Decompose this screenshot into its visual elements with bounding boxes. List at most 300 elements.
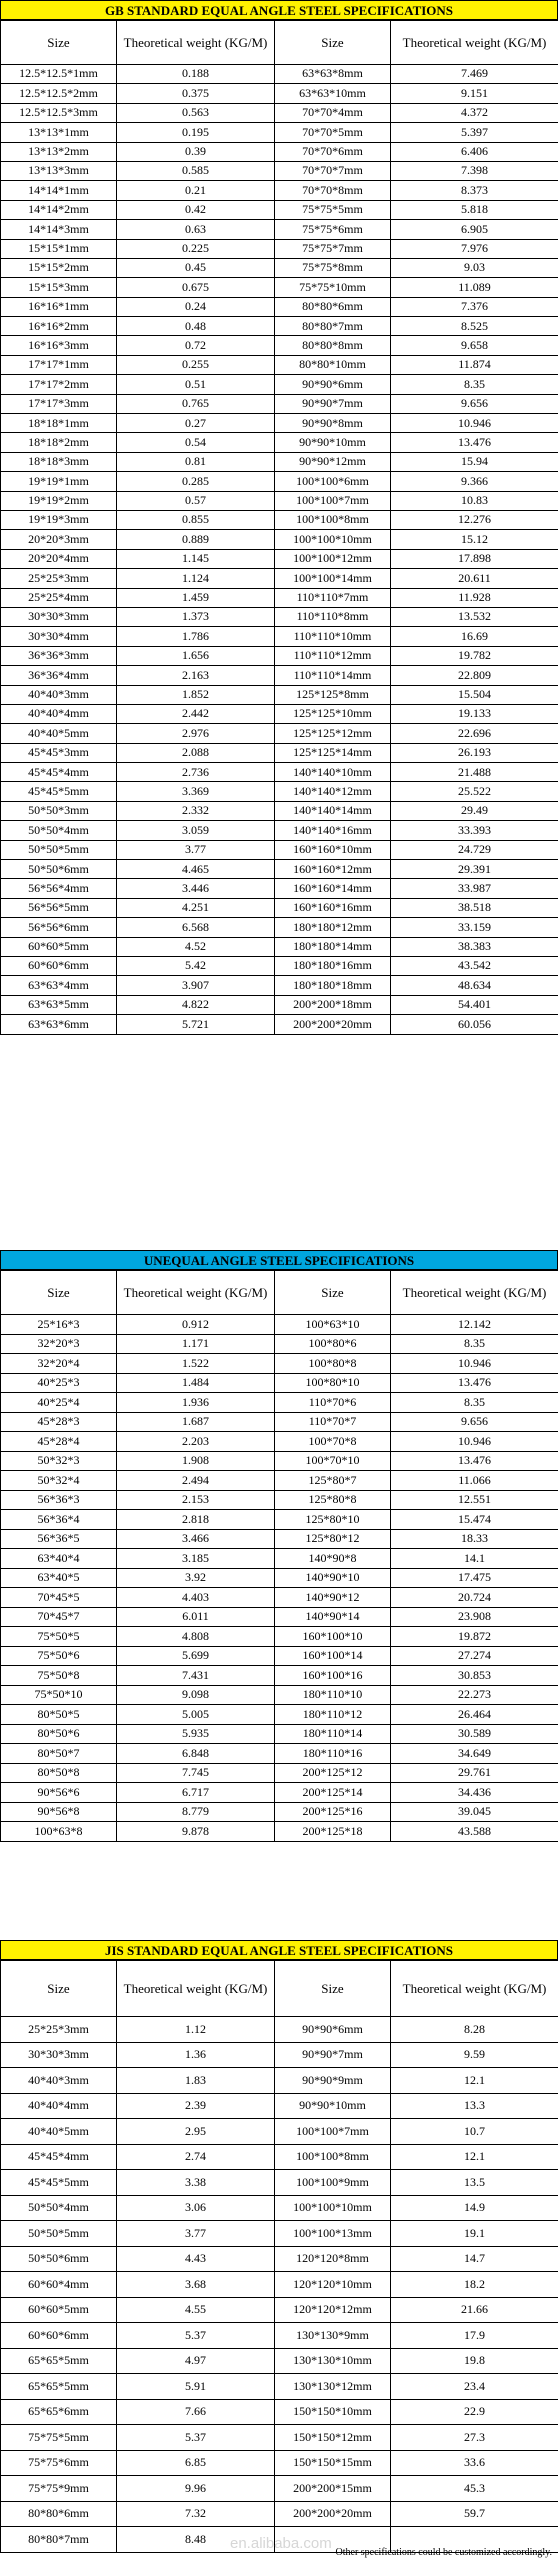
table-row (1, 685, 558, 704)
cell-size: 16*16*3mm (1, 336, 117, 355)
cell-size: 130*130*12mm (275, 2374, 391, 2400)
cell-weight: 7.976 (391, 239, 558, 258)
cell-weight: 1.522 (117, 1354, 275, 1374)
cell-size: 110*110*10mm (275, 627, 391, 646)
cell-weight: 8.373 (391, 181, 558, 200)
cell-size: 110*70*6 (275, 1393, 391, 1413)
cell-weight: 13.476 (391, 1451, 558, 1471)
cell-weight: 2.153 (117, 1490, 275, 1510)
cell-weight: 12.1 (391, 2068, 558, 2094)
gb-section-title: GB STANDARD EQUAL ANGLE STEEL SPECIFICATIONS (0, 0, 558, 20)
cell-size: 100*70*8 (275, 1432, 391, 1452)
cell-size: 100*70*10 (275, 1451, 391, 1471)
cell-weight: 3.059 (117, 821, 275, 840)
table-row (1, 1802, 558, 1822)
cell-weight: 29.49 (391, 801, 558, 820)
cell-weight: 1.12 (117, 2017, 275, 2043)
table-row (1, 879, 558, 898)
cell-size: 50*50*6mm (1, 860, 117, 879)
cell-weight: 0.72 (117, 336, 275, 355)
cell-size: 130*130*10mm (275, 2348, 391, 2374)
cell-weight: 39.045 (391, 1802, 558, 1822)
cell-size: 63*63*6mm (1, 1015, 117, 1034)
cell-weight: 5.818 (391, 200, 558, 219)
cell-weight: 21.488 (391, 763, 558, 782)
table-row (1, 103, 558, 122)
cell-weight: 20.611 (391, 569, 558, 588)
cell-weight: 0.27 (117, 414, 275, 433)
table-header-row (1, 21, 558, 65)
cell-weight: 7.469 (391, 65, 558, 84)
cell-size: 125*125*10mm (275, 704, 391, 723)
cell-weight: 19.782 (391, 646, 558, 665)
table-row (1, 607, 558, 626)
table-row (1, 1373, 558, 1393)
cell-size: 19*19*1mm (1, 472, 117, 491)
cell-weight: 6.905 (391, 220, 558, 239)
cell-weight: 2.088 (117, 743, 275, 762)
table-row (1, 588, 558, 607)
cell-size: 150*150*12mm (275, 2425, 391, 2451)
cell-weight: 0.585 (117, 161, 275, 180)
cell-size: 125*80*12 (275, 1529, 391, 1549)
cell-size: 40*40*5mm (1, 2119, 117, 2145)
cell-weight: 15.94 (391, 452, 558, 471)
cell-weight: 5.397 (391, 123, 558, 142)
cell-weight: 17.9 (391, 2323, 558, 2349)
cell-weight: 3.92 (117, 1568, 275, 1588)
cell-size: 25*16*3 (1, 1315, 117, 1335)
cell-size: 90*90*7mm (275, 394, 391, 413)
cell-weight: 0.63 (117, 220, 275, 239)
table-row (1, 646, 558, 665)
cell-size: 70*70*8mm (275, 181, 391, 200)
cell-weight: 12.1 (391, 2144, 558, 2170)
cell-weight: 33.159 (391, 918, 558, 937)
cell-weight: 11.066 (391, 1471, 558, 1491)
cell-weight: 30.853 (391, 1666, 558, 1686)
table-header-row (1, 1271, 558, 1315)
table-row (1, 2374, 558, 2400)
table-row (1, 1334, 558, 1354)
header-weight: Theoretical weight (KG/M) (391, 1961, 558, 2017)
cell-weight: 2.442 (117, 704, 275, 723)
header-weight: Theoretical weight (KG/M) (391, 21, 558, 65)
cell-weight: 45.3 (391, 2476, 558, 2502)
table-row (1, 336, 558, 355)
cell-size: 75*75*5mm (275, 200, 391, 219)
cell-size: 140*90*12 (275, 1588, 391, 1608)
cell-size: 125*125*8mm (275, 685, 391, 704)
cell-size: 30*30*4mm (1, 627, 117, 646)
cell-size: 150*150*10mm (275, 2399, 391, 2425)
cell-weight: 13.3 (391, 2093, 558, 2119)
cell-size: 100*100*7mm (275, 2119, 391, 2145)
cell-size: 56*36*5 (1, 1529, 117, 1549)
cell-weight: 4.465 (117, 860, 275, 879)
cell-size: 60*60*5mm (1, 2297, 117, 2323)
cell-size: 36*36*3mm (1, 646, 117, 665)
cell-size: 80*80*7mm (275, 317, 391, 336)
cell-size: 16*16*1mm (1, 297, 117, 316)
cell-weight: 5.935 (117, 1724, 275, 1744)
cell-size: 12.5*12.5*3mm (1, 103, 117, 122)
cell-size: 63*63*4mm (1, 976, 117, 995)
table-row (1, 239, 558, 258)
table-row (1, 2017, 558, 2043)
table-row (1, 200, 558, 219)
jis-section-title: JIS STANDARD EQUAL ANGLE STEEL SPECIFICATIONS (0, 1940, 558, 1960)
cell-weight: 0.48 (117, 317, 275, 336)
cell-size: 200*125*12 (275, 1763, 391, 1783)
cell-weight: 1.786 (117, 627, 275, 646)
cell-size: 13*13*2mm (1, 142, 117, 161)
cell-size: 125*125*14mm (275, 743, 391, 762)
cell-weight: 7.431 (117, 1666, 275, 1686)
cell-weight: 13.5 (391, 2170, 558, 2196)
cell-weight: 1.459 (117, 588, 275, 607)
cell-weight: 23.4 (391, 2374, 558, 2400)
cell-size: 100*100*8mm (275, 2144, 391, 2170)
cell-weight: 0.195 (117, 123, 275, 142)
table-row (1, 860, 558, 879)
cell-size: 90*56*6 (1, 1783, 117, 1803)
cell-weight: 48.634 (391, 976, 558, 995)
cell-weight: 29.761 (391, 1763, 558, 1783)
cell-size: 17*17*3mm (1, 394, 117, 413)
table-row (1, 549, 558, 568)
cell-weight: 33.987 (391, 879, 558, 898)
cell-weight: 9.656 (391, 394, 558, 413)
table-row (1, 530, 558, 549)
cell-size: 80*50*7 (1, 1744, 117, 1764)
cell-size: 200*125*18 (275, 1822, 391, 1842)
cell-size: 14*14*2mm (1, 200, 117, 219)
table-row (1, 317, 558, 336)
cell-size: 100*100*6mm (275, 472, 391, 491)
cell-weight: 15.474 (391, 1510, 558, 1530)
cell-size: 25*25*3mm (1, 569, 117, 588)
table-row (1, 142, 558, 161)
cell-weight: 1.656 (117, 646, 275, 665)
cell-weight: 8.35 (391, 1334, 558, 1354)
header-size: Size (275, 1271, 391, 1315)
cell-weight: 11.874 (391, 355, 558, 374)
cell-size: 80*80*6mm (1, 2501, 117, 2527)
table-row (1, 2068, 558, 2094)
table-row (1, 1393, 558, 1413)
gb-equal-angle-table (0, 20, 558, 1035)
table-row (1, 258, 558, 277)
cell-weight: 6.85 (117, 2450, 275, 2476)
cell-weight: 14.1 (391, 1549, 558, 1569)
header-weight: Theoretical weight (KG/M) (117, 21, 275, 65)
cell-weight: 1.908 (117, 1451, 275, 1471)
cell-size: 40*25*3 (1, 1373, 117, 1393)
cell-weight: 2.332 (117, 801, 275, 820)
cell-size: 100*80*6 (275, 1334, 391, 1354)
cell-size: 18*18*1mm (1, 414, 117, 433)
table-row (1, 355, 558, 374)
table-row (1, 1627, 558, 1647)
cell-weight: 0.39 (117, 142, 275, 161)
cell-weight: 2.736 (117, 763, 275, 782)
cell-weight: 9.59 (391, 2042, 558, 2068)
cell-size: 100*80*8 (275, 1354, 391, 1374)
cell-weight: 19.1 (391, 2221, 558, 2247)
cell-weight: 0.24 (117, 297, 275, 316)
cell-weight: 0.255 (117, 355, 275, 374)
cell-weight: 7.32 (117, 2501, 275, 2527)
cell-size: 70*45*5 (1, 1588, 117, 1608)
cell-size: 50*50*4mm (1, 2195, 117, 2221)
cell-weight: 3.369 (117, 782, 275, 801)
cell-weight: 5.91 (117, 2374, 275, 2400)
table-row (1, 1432, 558, 1452)
cell-weight: 1.124 (117, 569, 275, 588)
cell-weight: 27.3 (391, 2425, 558, 2451)
cell-weight: 0.563 (117, 103, 275, 122)
cell-size: 110*110*14mm (275, 666, 391, 685)
cell-size: 14*14*1mm (1, 181, 117, 200)
cell-size: 200*200*15mm (275, 2476, 391, 2502)
table-row (1, 704, 558, 723)
cell-size: 130*130*9mm (275, 2323, 391, 2349)
table-header-row (1, 1961, 558, 2017)
cell-size: 125*125*12mm (275, 724, 391, 743)
cell-size: 90*90*6mm (275, 2017, 391, 2043)
cell-size: 30*30*3mm (1, 607, 117, 626)
cell-size: 75*50*6 (1, 1646, 117, 1666)
cell-weight: 1.373 (117, 607, 275, 626)
cell-size: 50*50*4mm (1, 821, 117, 840)
cell-weight: 1.145 (117, 549, 275, 568)
cell-weight: 0.225 (117, 239, 275, 258)
cell-weight: 8.35 (391, 1393, 558, 1413)
cell-weight: 22.9 (391, 2399, 558, 2425)
cell-weight: 19.133 (391, 704, 558, 723)
cell-weight: 29.391 (391, 860, 558, 879)
table-row (1, 1568, 558, 1588)
cell-size: 75*75*6mm (275, 220, 391, 239)
table-row (1, 1015, 558, 1034)
cell-size: 56*56*4mm (1, 879, 117, 898)
cell-size: 120*120*8mm (275, 2246, 391, 2272)
cell-weight: 5.42 (117, 956, 275, 975)
cell-size: 200*125*14 (275, 1783, 391, 1803)
cell-weight: 33.6 (391, 2450, 558, 2476)
cell-weight: 0.855 (117, 510, 275, 529)
cell-size: 90*90*10mm (275, 433, 391, 452)
cell-weight: 20.724 (391, 1588, 558, 1608)
header-size: Size (1, 1961, 117, 2017)
cell-size: 45*45*4mm (1, 2144, 117, 2170)
cell-weight: 4.97 (117, 2348, 275, 2374)
cell-weight: 18.33 (391, 1529, 558, 1549)
cell-size: 100*100*9mm (275, 2170, 391, 2196)
cell-size: 50*50*6mm (1, 2246, 117, 2272)
cell-weight: 13.532 (391, 607, 558, 626)
table-row (1, 1666, 558, 1686)
cell-size: 100*80*10 (275, 1373, 391, 1393)
header-size: Size (1, 21, 117, 65)
cell-size: 140*90*8 (275, 1549, 391, 1569)
table-row (1, 1685, 558, 1705)
cell-weight: 1.171 (117, 1334, 275, 1354)
table-row (1, 1588, 558, 1608)
footer-note: Other specifications could be customized accordingly. (335, 2547, 552, 2558)
table-row (1, 220, 558, 239)
cell-weight: 2.163 (117, 666, 275, 685)
cell-size: 90*90*8mm (275, 414, 391, 433)
cell-size: 60*60*6mm (1, 2323, 117, 2349)
cell-weight: 9.656 (391, 1412, 558, 1432)
cell-size: 60*60*5mm (1, 937, 117, 956)
cell-weight: 3.38 (117, 2170, 275, 2196)
cell-size: 140*140*16mm (275, 821, 391, 840)
cell-weight: 0.45 (117, 258, 275, 277)
cell-weight: 1.83 (117, 2068, 275, 2094)
cell-size: 90*90*7mm (275, 2042, 391, 2068)
table-row (1, 956, 558, 975)
cell-size: 45*45*4mm (1, 763, 117, 782)
cell-size: 32*20*4 (1, 1354, 117, 1374)
table-row (1, 65, 558, 84)
cell-size: 180*110*14 (275, 1724, 391, 1744)
table-row (1, 2425, 558, 2451)
cell-size: 75*50*5 (1, 1627, 117, 1647)
table-row (1, 1529, 558, 1549)
cell-size: 20*20*4mm (1, 549, 117, 568)
cell-size: 18*18*2mm (1, 433, 117, 452)
cell-weight: 30.589 (391, 1724, 558, 1744)
table-row (1, 181, 558, 200)
cell-weight: 12.142 (391, 1315, 558, 1335)
table-row (1, 976, 558, 995)
cell-size: 14*14*3mm (1, 220, 117, 239)
cell-weight: 4.822 (117, 995, 275, 1014)
cell-size: 17*17*2mm (1, 375, 117, 394)
cell-size: 140*90*14 (275, 1607, 391, 1627)
cell-size: 45*45*5mm (1, 2170, 117, 2196)
cell-size: 65*65*5mm (1, 2374, 117, 2400)
cell-weight: 43.588 (391, 1822, 558, 1842)
cell-size: 180*180*14mm (275, 937, 391, 956)
table-row (1, 2119, 558, 2145)
cell-size: 90*90*10mm (275, 2093, 391, 2119)
cell-size: 75*75*5mm (1, 2425, 117, 2451)
cell-size: 100*100*7mm (275, 491, 391, 510)
cell-weight: 7.376 (391, 297, 558, 316)
table-row (1, 1783, 558, 1803)
cell-size: 30*30*3mm (1, 2042, 117, 2068)
table-row (1, 627, 558, 646)
cell-size: 63*40*5 (1, 1568, 117, 1588)
cell-size: 70*70*4mm (275, 103, 391, 122)
cell-weight: 38.518 (391, 898, 558, 917)
cell-size: 140*140*12mm (275, 782, 391, 801)
cell-size: 40*25*4 (1, 1393, 117, 1413)
cell-size: 110*110*7mm (275, 588, 391, 607)
cell-size: 65*65*5mm (1, 2348, 117, 2374)
cell-size: 17*17*1mm (1, 355, 117, 374)
cell-size: 36*36*4mm (1, 666, 117, 685)
cell-size: 180*180*12mm (275, 918, 391, 937)
cell-size: 40*40*4mm (1, 2093, 117, 2119)
cell-weight: 1.484 (117, 1373, 275, 1393)
table-row (1, 1451, 558, 1471)
cell-weight: 1.687 (117, 1412, 275, 1432)
table-row (1, 1412, 558, 1432)
table-body (1, 65, 558, 1035)
cell-size: 160*160*10mm (275, 840, 391, 859)
cell-weight: 54.401 (391, 995, 558, 1014)
cell-size: 45*45*3mm (1, 743, 117, 762)
cell-weight: 9.366 (391, 472, 558, 491)
cell-size: 160*100*10 (275, 1627, 391, 1647)
cell-size: 125*80*8 (275, 1490, 391, 1510)
unequal-angle-table (0, 1270, 558, 1842)
cell-size: 15*15*3mm (1, 278, 117, 297)
cell-size: 200*200*20mm (275, 1015, 391, 1034)
cell-size: 50*32*4 (1, 1471, 117, 1491)
cell-weight: 25.522 (391, 782, 558, 801)
table-row (1, 724, 558, 743)
cell-weight: 17.898 (391, 549, 558, 568)
cell-size: 60*60*6mm (1, 956, 117, 975)
cell-size: 140*140*10mm (275, 763, 391, 782)
cell-weight: 2.818 (117, 1510, 275, 1530)
table-row (1, 278, 558, 297)
cell-weight: 0.57 (117, 491, 275, 510)
cell-size: 180*110*16 (275, 1744, 391, 1764)
cell-size: 70*70*6mm (275, 142, 391, 161)
table-row (1, 1763, 558, 1783)
cell-weight: 5.721 (117, 1015, 275, 1034)
cell-size: 160*100*16 (275, 1666, 391, 1686)
cell-size: 80*80*6mm (275, 297, 391, 316)
table-row (1, 2450, 558, 2476)
cell-weight: 24.729 (391, 840, 558, 859)
cell-size: 160*160*12mm (275, 860, 391, 879)
cell-weight: 4.808 (117, 1627, 275, 1647)
table-row (1, 161, 558, 180)
cell-size: 75*75*7mm (275, 239, 391, 258)
cell-size: 18*18*3mm (1, 452, 117, 471)
cell-weight: 23.908 (391, 1607, 558, 1627)
header-size: Size (1, 1271, 117, 1315)
header-weight: Theoretical weight (KG/M) (117, 1961, 275, 2017)
cell-weight: 3.466 (117, 1529, 275, 1549)
cell-weight: 9.03 (391, 258, 558, 277)
cell-size: 125*80*7 (275, 1471, 391, 1491)
cell-weight: 4.43 (117, 2246, 275, 2272)
cell-weight: 8.525 (391, 317, 558, 336)
table-row (1, 2399, 558, 2425)
table-row (1, 2170, 558, 2196)
cell-size: 60*60*4mm (1, 2272, 117, 2298)
cell-weight: 12.276 (391, 510, 558, 529)
cell-size: 180*110*12 (275, 1705, 391, 1725)
cell-weight: 10.7 (391, 2119, 558, 2145)
table-row (1, 2042, 558, 2068)
cell-size: 15*15*2mm (1, 258, 117, 277)
cell-weight: 12.551 (391, 1490, 558, 1510)
table-row (1, 2323, 558, 2349)
table-row (1, 1549, 558, 1569)
table-row (1, 898, 558, 917)
table-row (1, 763, 558, 782)
